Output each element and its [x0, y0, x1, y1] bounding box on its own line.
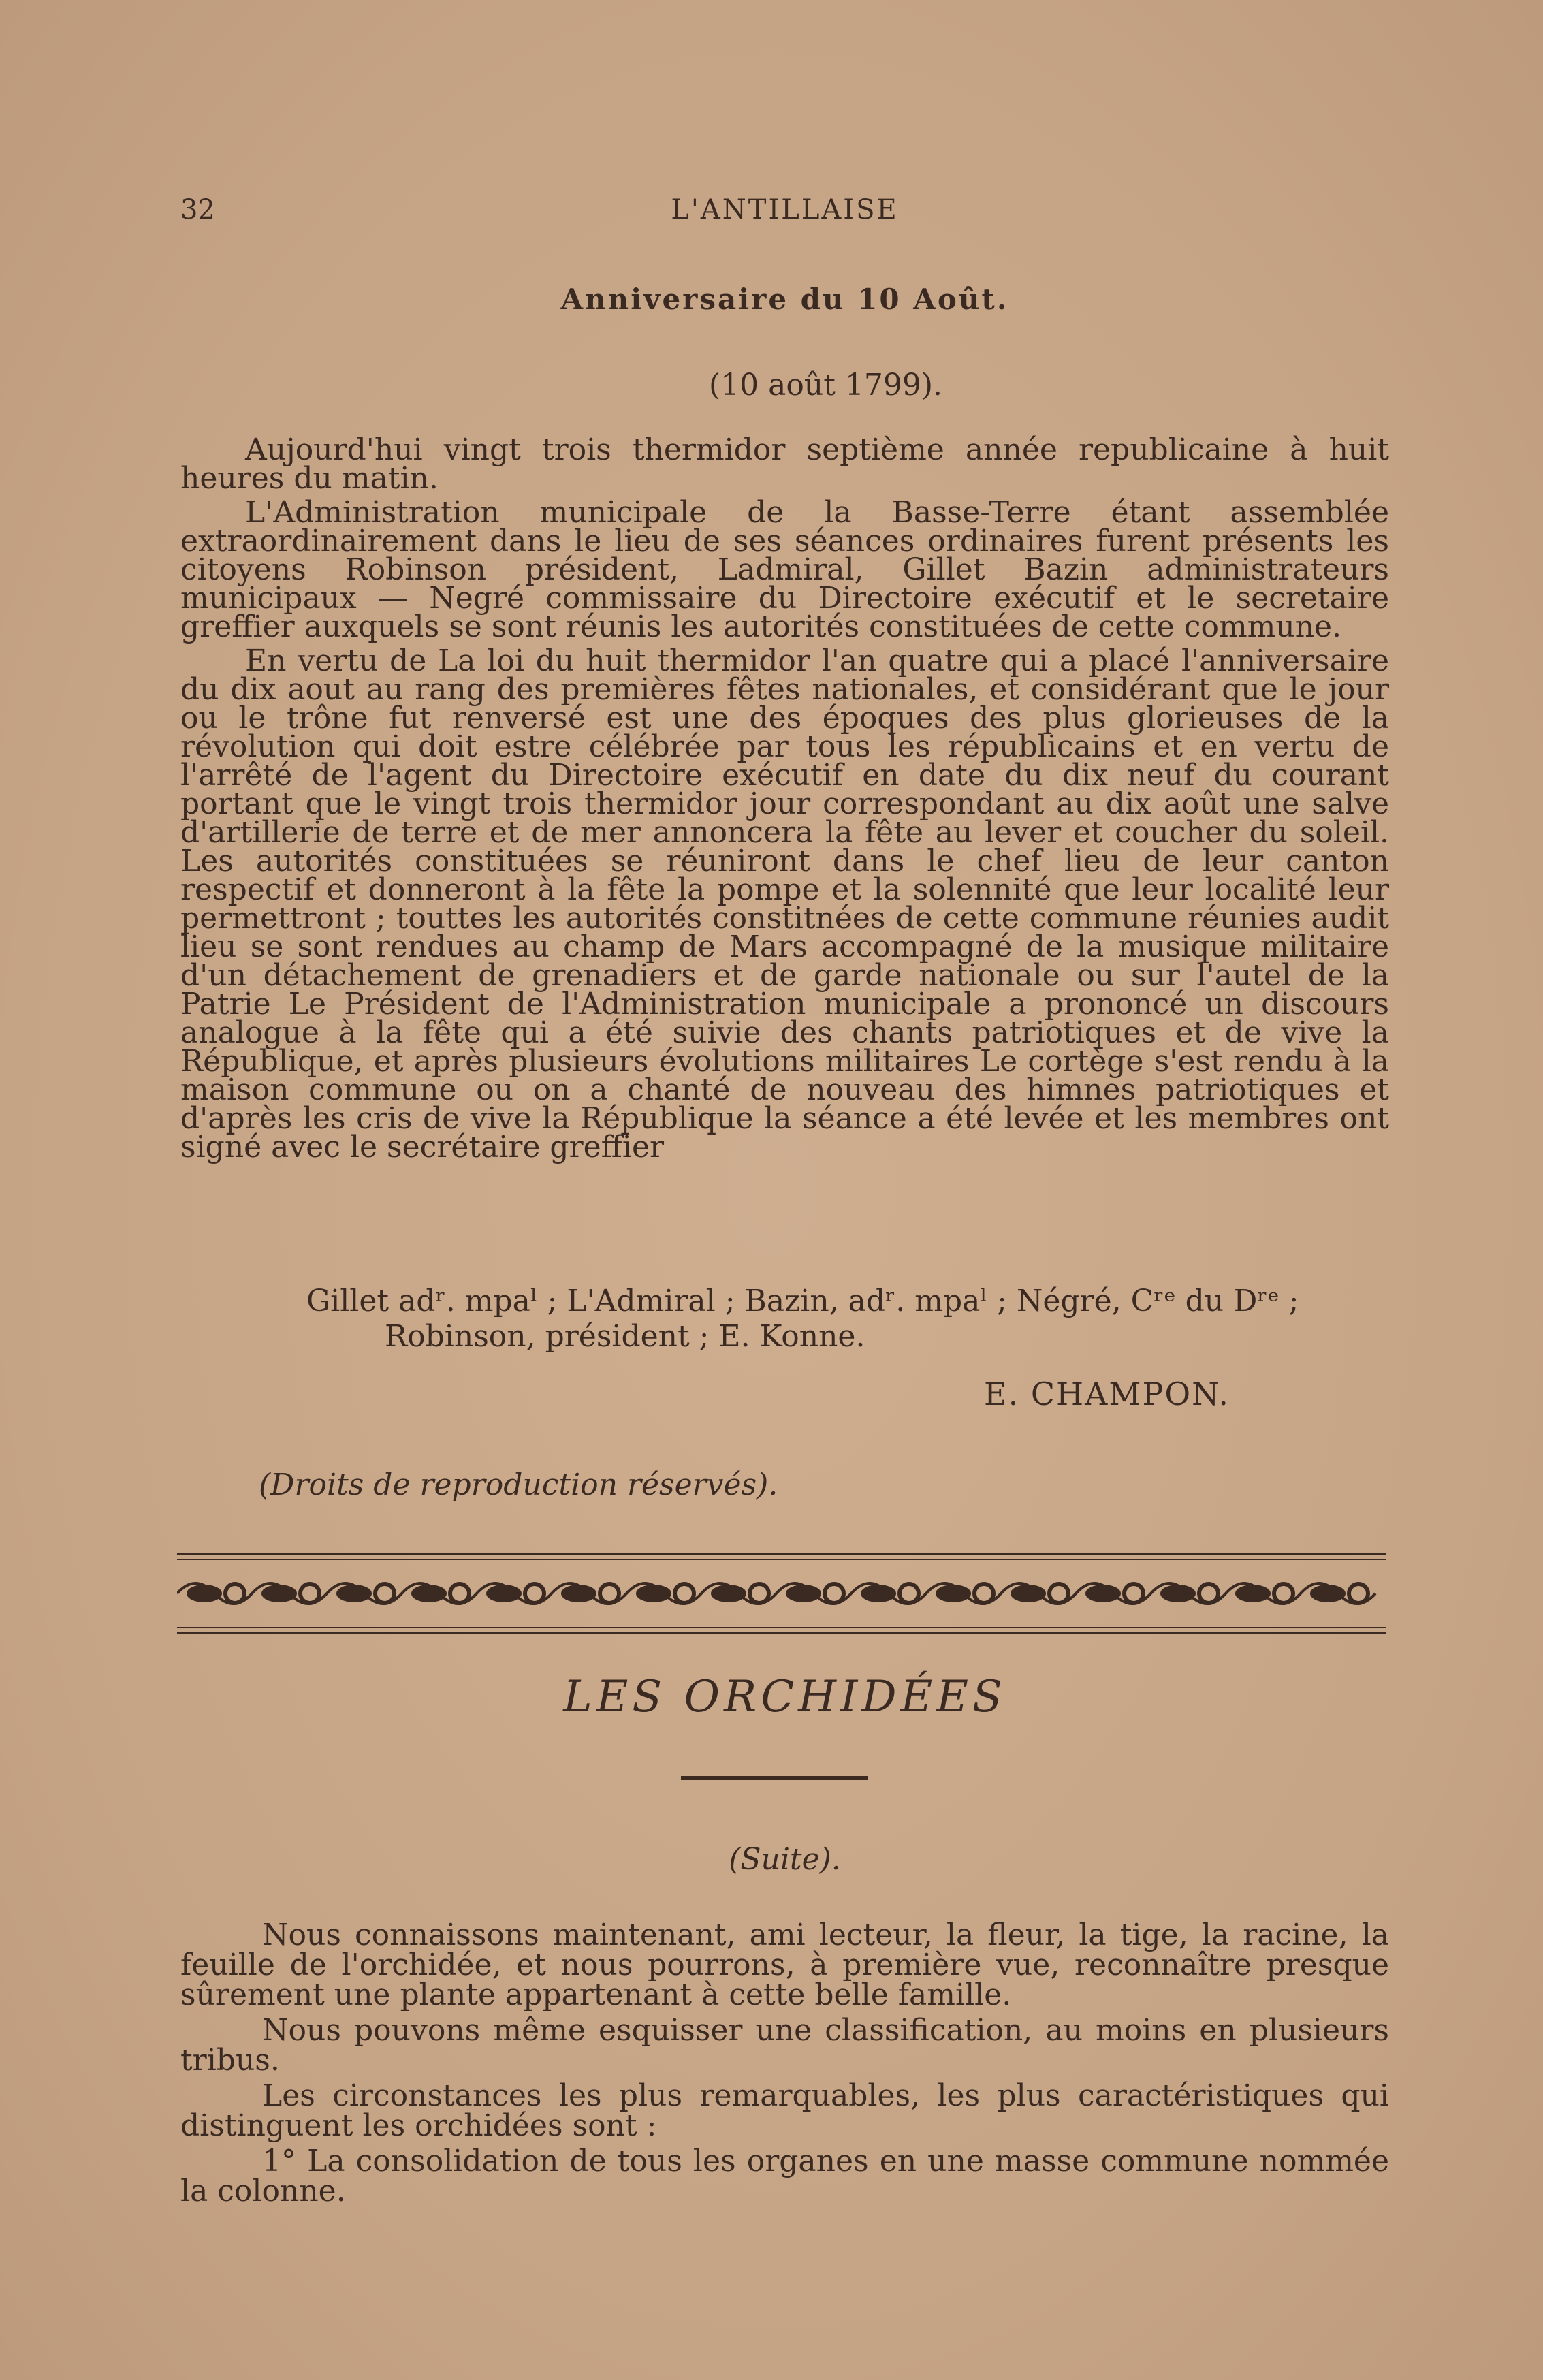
- section-subtitle: (Suite).: [729, 1842, 841, 1877]
- author-signature: E. CHAMPON.: [984, 1376, 1230, 1412]
- paragraph: L'Administration municipale de la Basse-Terre étant assemblée extraordinairement dans le lieu de ses séances ordinaires furent présents les citoyens Robinson président, Ladmiral, Gillet Bazin administrateurs municipaux — Negré commissaire du Directoire exécutif et le secretaire greffier auxquels se sont réunis les autorités constituées de cette commune.: [180, 495, 1389, 644]
- journal-title: L'ANTILLAISE: [671, 194, 899, 225]
- section-body: [180, 1920, 1389, 2212]
- running-head: [180, 194, 1389, 235]
- signatories: [180, 1284, 1515, 1354]
- signatories-line: Robinson, président ; E. Konne.: [385, 1319, 865, 1354]
- paragraph: Les circonstances les plus remarquables, les plus caractéristiques qui distinguent les orchidées sont :: [180, 2078, 1389, 2143]
- paragraph: Nous connaissons maintenant, ami lecteur, la fleur, la tige, la racine, la feuille de l'orchidée, et nous pourrons, à première vue, reconnaître presque sûrement une plante appartenant à cette belle famille.: [180, 1918, 1389, 2012]
- article-date: (10 août 1799).: [709, 368, 942, 402]
- article-body: [180, 432, 1389, 1167]
- title-underline: [681, 1776, 868, 1780]
- rights-notice: (Droits de reproduction réservés).: [259, 1467, 778, 1502]
- section-title: LES ORCHIDÉES: [563, 1672, 1006, 1722]
- article-title: Anniversaire du 10 Août.: [560, 283, 1009, 316]
- ornamental-divider: [177, 1546, 1386, 1641]
- paragraph: Nous pouvons même esquisser une classification, au moins en plusieurs tribus.: [180, 2013, 1389, 2078]
- paragraph: Aujourd'hui vingt trois thermidor septième année republicaine à huit heures du matin.: [180, 432, 1389, 496]
- paragraph: En vertu de La loi du huit thermidor l'an quatre qui a placé l'anniversaire du dix aout au rang des premières fêtes nationales, et considérant que le jour ou le trône fut renversé est une des époques des plus glorieuses de la révolution qui doit estre célébrée par tous les républicains et en vertu de l'arrêté de l'agent du Directoire exécutif en date du dix neuf du courant portant que le vingt trois thermidor jour correspondant au dix août une salve d'artillerie de terre et de mer annoncera la fête au lever et coucher du soleil. Les autorités constituées se réuniront dans le chef lieu de leur canton respectif et donneront à la fête la pompe et la solennité que leur localité leur permettront ; touttes les autorités constitnées de cette commune réunies audit lieu se sont rendues au champ de Mars accompagné de la musique militaire d'un détachement de grenadiers et de garde nationale ou sur l'autel de la Patrie Le Président de l'Administration municipale a prononcé un discours analogue à la fête qui a été suivie des chants patriotiques et de vive la République, et après plusieurs évolutions militaires Le cortège s'est rendu à la maison commune ou on a chanté de nouveau des himnes patriotiques et d'après les cris de vive la République la séance a été levée et les membres ont signé avec le secrétaire greffier: [180, 644, 1389, 1164]
- signatories-line: Gillet adʳ. mpaˡ ; L'Admiral ; Bazin, adʳ. mpaˡ ; Négré, Cʳᵉ du Dʳᵉ ;: [306, 1284, 1299, 1318]
- paragraph: 1° La consolidation de tous les organes en une masse commune nommée la colonne.: [180, 2144, 1389, 2208]
- page-number: 32: [180, 194, 215, 225]
